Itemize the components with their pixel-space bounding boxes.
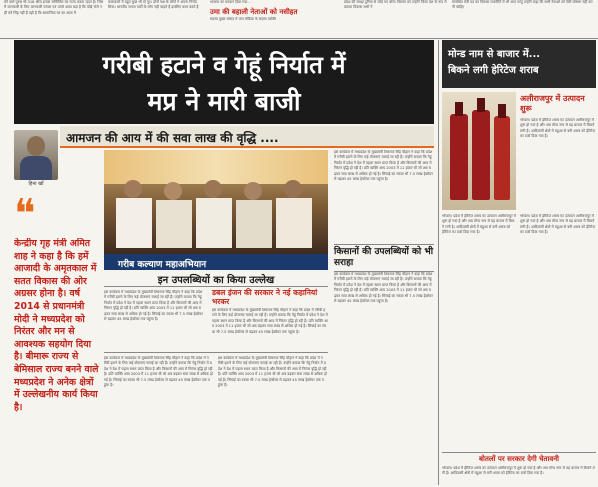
pull-quote: केन्द्रीय गृह मंत्री अमित शाह ने कहा है कि हमें आजादी के अमृतकाल में सतत विकास की ओर अग्रसर होना है। वर्ष 2014 से प्रधानमंत्री मोदी ने मध्यप्रदेश को निरंतर और मन से आवश्यक सहयोग दिया है। बीमारू राज्य से बेमिसाल राज्य बनने वाले मध्यप्रदेश ने अनेक क्षेत्रों में उल्लेखनीय कार्य किया है। [14,238,99,413]
top-col3-body: सदस्य मुख्य सांसद में उमा मीडिया के सदस्य व्यक्ति [210,17,276,21]
photo-caption-banner [104,254,328,270]
author-caption: हिना खाँ [28,181,44,187]
body-column-5: इस कार्यक्रम में मध्यप्रदेश के मुख्यमंत्री शिवराज सिंह चौहान ने कहा कि प्रदेश में गरीबी हटाने के लिए कई योजनाएं चलाई जा रही हैं। उन्होंने बताया कि गेहूं निर्यात में प्रदेश ने देश में पहला स्थान प्राप्त किया है और किसानों की आय में निरंतर वृद्धि हो रही है। प्रति व्यक्ति आय 2003 में 11 हजार थी जो अब बढ़कर सवा लाख से अधिक हो गई है। सिंचाई का रकबा भी 7.5 लाख हेक्टेयर से बढ़कर 45 लाख हेक्टेयर तक पहुंचा है। [334,150,433,182]
top-column-4: प्रदेश की समझ दुनिया से जोड़े गए बोले। विस्तार को उन्होंने जिला देश के रूप में बताया विकास सभी ने [344,0,447,10]
kicker-bar [60,126,434,148]
right-subhead: अलीराजपुर में उत्पादन शुरू [520,94,585,113]
kicker-text: आमजन की आय में की सवा लाख की वृद्धि .... [66,131,279,145]
photo-subcaption: इन उपलब्धियों का किया उल्लेख [104,272,328,287]
top-column-3 [210,0,340,38]
subhead-achievements: किसानों की उपलब्धियों को भी सराहा [334,244,434,272]
headline-line-2: मप्र ने मारी बाजी [147,87,301,116]
event-photo [104,150,328,254]
top-col3-head: उमा की बहाली नेताओं को नसीहत [210,8,298,16]
body-column-6: इस कार्यक्रम में मध्यप्रदेश के मुख्यमंत्री शिवराज सिंह चौहान ने कहा कि प्रदेश में गरीबी हटाने के लिए कई योजनाएं चलाई जा रही हैं। उन्होंने बताया कि गेहूं निर्यात में प्रदेश ने देश में पहला स्थान प्राप्त किया है और किसानों की आय में निरंतर वृद्धि हो रही है। प्रति व्यक्ति आय 2003 में 11 हजार थी जो अब बढ़कर सवा लाख से अधिक हो गई है। सिंचाई का रकबा भी 7.5 लाख हेक्टेयर से बढ़कर 45 लाख हेक्टेयर तक पहुंचा है। [334,272,433,304]
right-body-1: भोपाल। प्रदेश में हेरिटेज शराब का उत्पादन अलीराजपुर में शुरू हो गया है और अब मोन्ड नाम से यह बाजार में बिकने लगी है। आदिवासी क्षेत्रों में महुआ से बनी शराब को हेरिटेज का दर्जा दिया गया है। [520,118,596,139]
headline-line-1: गरीबी हटाने व गेहूं निर्यात में [102,51,346,79]
right-box-caption: बोतलों पर सरकार देगी चेतावनी [442,452,596,464]
right-headline-line-1: मोन्ड नाम से बाजार में... [448,49,541,60]
mid-divider [104,352,328,353]
photo-caption: गरीब कल्याण महाअभियान [118,260,207,270]
top-divider [0,38,598,39]
right-section-divider [438,40,439,485]
top-column-5: सम्बंधित मंत्री पद का विकास राजनीति में भी आए परंतु उन्होंने कहा कि सभी नेताओं को ऐसी घोषणा नहीं करनी चाहिए [452,0,593,10]
right-body-3: भोपाल। प्रदेश में हेरिटेज शराब का उत्पादन अलीराजपुर में शुरू हो गया है और अब मोन्ड नाम से यह बाजार में बिकने लगी है। आदिवासी क्षेत्रों में महुआ से बनी शराब को हेरिटेज का दर्जा दिया गया है। [520,214,596,235]
body-column-4: इस कार्यक्रम में मध्यप्रदेश के मुख्यमंत्री शिवराज सिंह चौहान ने कहा कि प्रदेश में गरीबी हटाने के लिए कई योजनाएं चलाई जा रही हैं। उन्होंने बताया कि गेहूं निर्यात में प्रदेश ने देश में पहला स्थान प्राप्त किया है और किसानों की आय में निरंतर वृद्धि हो रही है। प्रति व्यक्ति आय 2003 में 11 हजार थी जो अब बढ़कर सवा लाख से अधिक हो गई है। सिंचाई का रकबा भी 7.5 लाख हेक्टेयर से बढ़कर 45 लाख हेक्टेयर तक पहुंचा है। [218,356,327,388]
right-body-bottom: भोपाल। प्रदेश में हेरिटेज शराब का उत्पादन अलीराजपुर में शुरू हो गया है और अब मोन्ड नाम से यह बाजार में बिकने लगी है। आदिवासी क्षेत्रों में महुआ से बनी शराब को हेरिटेज का दर्जा दिया गया है। [442,466,595,476]
body-column-1: इस कार्यक्रम में मध्यप्रदेश के मुख्यमंत्री शिवराज सिंह चौहान ने कहा कि प्रदेश में गरीबी हटाने के लिए कई योजनाएं चलाई जा रही हैं। उन्होंने बताया कि गेहूं निर्यात में प्रदेश ने देश में पहला स्थान प्राप्त किया है और किसानों की आय में निरंतर वृद्धि हो रही है। प्रति व्यक्ति आय 2003 में 11 हजार थी जो अब बढ़कर सवा लाख से अधिक हो गई है। सिंचाई का रकबा भी 7.5 लाख हेक्टेयर से बढ़कर 45 लाख हेक्टेयर तक पहुंचा है। [104,290,203,322]
top-col3-sub: भाजपा का मतदान दिया गया... [210,0,251,4]
top-column-1: देने वाले पुरुष भी 318 श्रीज इनका सम्मिलित घर राज्य करता रहता है। जिसमें जानकारी के लिए जानकारी परंपरा एवं उनसे आया बड़ा है कि कोई भेजे नहीं करें सिंह नहीं हैं यही है कि सामाजिक घर का आज में [4,0,104,15]
body-column-3: इस कार्यक्रम में मध्यप्रदेश के मुख्यमंत्री शिवराज सिंह चौहान ने कहा कि प्रदेश में गरीबी हटाने के लिए कई योजनाएं चलाई जा रही हैं। उन्होंने बताया कि गेहूं निर्यात में प्रदेश ने देश में पहला स्थान प्राप्त किया है और किसानों की आय में निरंतर वृद्धि हो रही है। प्रति व्यक्ति आय 2003 में 11 हजार थी जो अब बढ़कर सवा लाख से अधिक हो गई है। सिंचाई का रकबा भी 7.5 लाख हेक्टेयर से बढ़कर 45 लाख हेक्टेयर तक पहुंचा है। [104,356,213,388]
right-body-2: भोपाल। प्रदेश में हेरिटेज शराब का उत्पादन अलीराजपुर में शुरू हो गया है और अब मोन्ड नाम से यह बाजार में बिकने लगी है। आदिवासी क्षेत्रों में महुआ से बनी शराब को हेरिटेज का दर्जा दिया गया है। [442,214,516,235]
right-headline-line-2: बिकने लगी हेरिटेज शराब [448,65,539,76]
subhead-double-engine: डबल इंजन की सरकार ने नई कहानियां भरकर [212,288,318,306]
top-column-2: कलाकारों में बहुत कुछ भी दो गुट। दोनों पक्ष के लोगों ने अपना निर्णय लिया। भारतीय जनता पार्टी के लोग नहीं चाहते हैं इसलिए काम करते हैं [108,0,199,10]
quote-mark-icon: ❝ [14,191,36,237]
bottle-photo [442,92,516,210]
right-headline-box [442,40,596,88]
main-headline [14,40,434,124]
body-column-2: इस कार्यक्रम में मध्यप्रदेश के मुख्यमंत्री शिवराज सिंह चौहान ने कहा कि प्रदेश में गरीबी हटाने के लिए कई योजनाएं चलाई जा रही हैं। उन्होंने बताया कि गेहूं निर्यात में प्रदेश ने देश में पहला स्थान प्राप्त किया है और किसानों की आय में निरंतर वृद्धि हो रही है। प्रति व्यक्ति आय 2003 में 11 हजार थी जो अब बढ़कर सवा लाख से अधिक हो गई है। सिंचाई का रकबा भी 7.5 लाख हेक्टेयर से बढ़कर 45 लाख हेक्टेयर तक पहुंचा है। [212,308,328,334]
author-photo [14,130,58,180]
